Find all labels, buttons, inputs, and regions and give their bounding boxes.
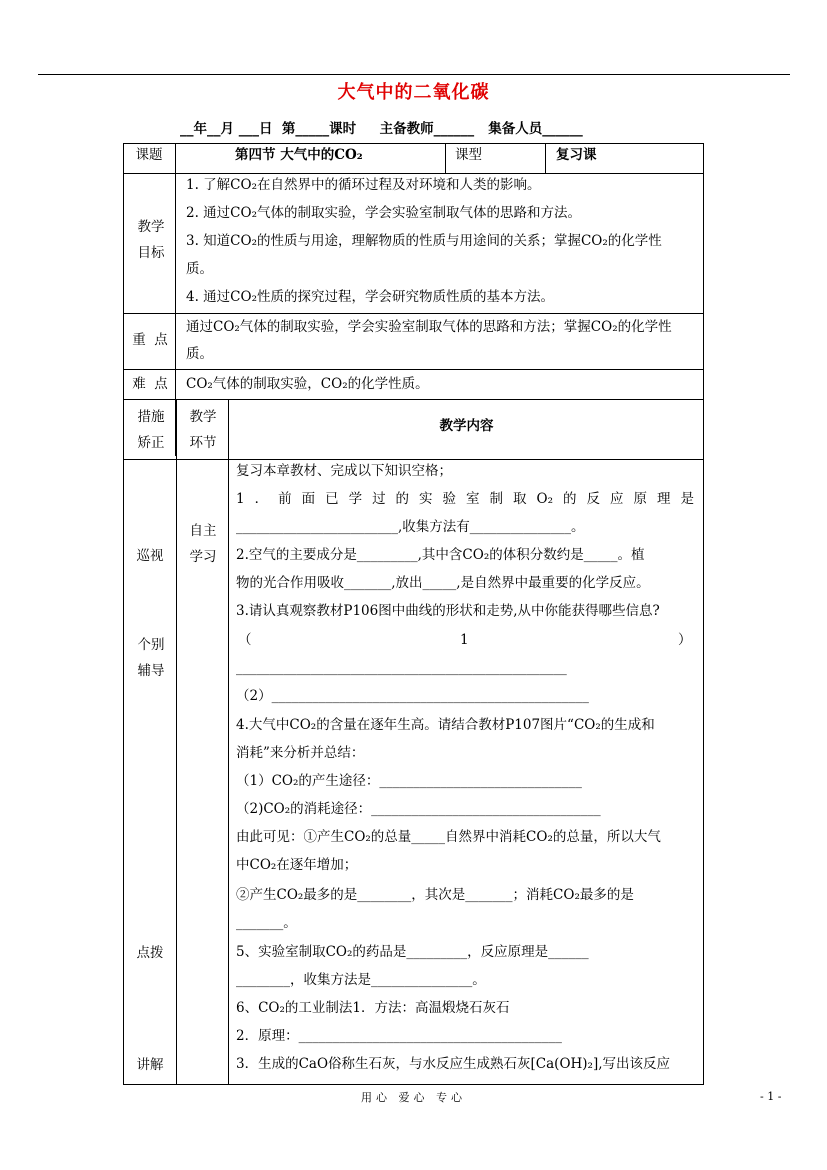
col-divider (545, 143, 546, 173)
page-title: 大气中的二氧化碳 (337, 82, 490, 103)
content-line: 复习本章教材、完成以下知识空格； (236, 463, 452, 479)
goals-header: 教学目标 (137, 219, 165, 261)
measures-header: 措施矫正 (137, 409, 165, 451)
content-line: （2）_______________________________________________ (236, 688, 589, 704)
content-line: 3.请认真观察教材P106图中曲线的形状和走势,从中你能获得哪些信息? (236, 603, 660, 619)
content-line: _______。 (236, 915, 297, 931)
content-line: 1．前面已学过的实验室制取O₂的反应原理是 (236, 491, 694, 507)
header-rule (38, 74, 790, 75)
content-line: （1）CO₂的产生途径：______________________________ (236, 773, 582, 789)
topic-value: 第四节 大气中的CO₂ (235, 147, 363, 163)
measure-patrol: 巡视 (136, 548, 164, 564)
content-line: （2)CO₂的消耗途径：__________________________________ (236, 801, 601, 817)
content-line: 5、实验室制取CO₂的药品是_________，反应原理是______ (236, 944, 589, 960)
topic-header: 课题 (135, 147, 163, 163)
page-footer: 用心 爱心 专心 (361, 1091, 466, 1104)
measure-individual-tutoring: 个别辅导 (137, 637, 165, 679)
content-paren-open: （ (238, 632, 252, 648)
goal-3: 3. 知道CO₂的性质与用途，理解物质的性质与用途间的关系；掌握CO₂的化学性 (186, 233, 662, 249)
content-line: 中CO₂在逐年增加； (236, 857, 358, 873)
measure-guidance: 点拨 (136, 945, 164, 961)
content-line: 由此可见：①产生CO₂的总量_____自然界中消耗CO₂的总量，所以大气 (236, 829, 661, 845)
row-divider (123, 173, 704, 174)
content-line: 3．生成的CaO俗称生石灰，与水反应生成熟石灰[Ca(OH)₂],写出该反应 (236, 1056, 671, 1072)
goal-3-cont: 质。 (186, 261, 213, 277)
col-divider (176, 399, 177, 1085)
content-line: 物的光合作用吸收_______,放出_____,是自然界中最重要的化学反应。 (236, 575, 650, 591)
content-line: 6、CO₂的工业制法1．方法：高温煅烧石灰石 (236, 1000, 510, 1016)
goal-2: 2. 通过CO₂气体的制取实验，学会实验室制取气体的思路和方法。 (186, 205, 581, 221)
content-line: 2．原理：_______________________________________ (236, 1028, 562, 1044)
key-points-text-cont: 质。 (186, 346, 213, 362)
key-points-header: 重 点 (132, 332, 168, 348)
content-line: ②产生CO₂最多的是________，其次是_______；消耗CO₂最多的是 (236, 887, 634, 903)
row-divider (123, 399, 704, 400)
content-paren-close: ） (678, 632, 692, 648)
row-divider (123, 369, 704, 370)
difficulty-header: 难 点 (132, 376, 168, 392)
difficulty-text: CO₂气体的制取实验，CO₂的化学性质。 (186, 376, 429, 392)
content-number: 1 (460, 632, 469, 648)
content-line: 4.大气中CO₂的含量在逐年生高。请结合教材P107图片“CO₂的生成和 (236, 717, 655, 733)
type-header: 课型 (455, 147, 482, 163)
content-line: 消耗”来分析并总结： (236, 745, 365, 761)
stage-self-study: 自主学习 (189, 523, 217, 565)
measure-explanation: 讲解 (136, 1057, 164, 1073)
teaching-stage-header: 教学环节 (189, 409, 217, 451)
page-number: - 1 - (760, 1090, 782, 1103)
row-divider (123, 459, 704, 460)
col-divider (445, 143, 446, 173)
row-divider (123, 313, 704, 314)
goal-1: 1. 了解CO₂在自然界中的循环过程及对环境和人类的影响。 (186, 177, 541, 193)
key-points-text: 通过CO₂气体的制取实验，学会实验室制取气体的思路和方法；掌握CO₂的化学性 (186, 319, 672, 335)
content-line: 2.空气的主要成分是_________,其中含CO₂的体积分数约是_____。植 (236, 547, 645, 563)
lesson-info-line: __年__月 ___日 第_____课时 主备教师______ 集备人员______ (180, 121, 583, 137)
col-divider (228, 399, 229, 1085)
content-blank-line: _________________________________________________ (236, 660, 567, 676)
teaching-content-header: 教学内容 (439, 418, 494, 434)
content-line: ________________________,收集方法有_______________。 (236, 519, 585, 535)
goal-4: 4. 通过CO₂性质的探究过程，学会研究物质性质的基本方法。 (186, 289, 554, 305)
content-line: ________，收集方法是_______________。 (236, 972, 486, 988)
type-value: 复习课 (556, 147, 597, 163)
